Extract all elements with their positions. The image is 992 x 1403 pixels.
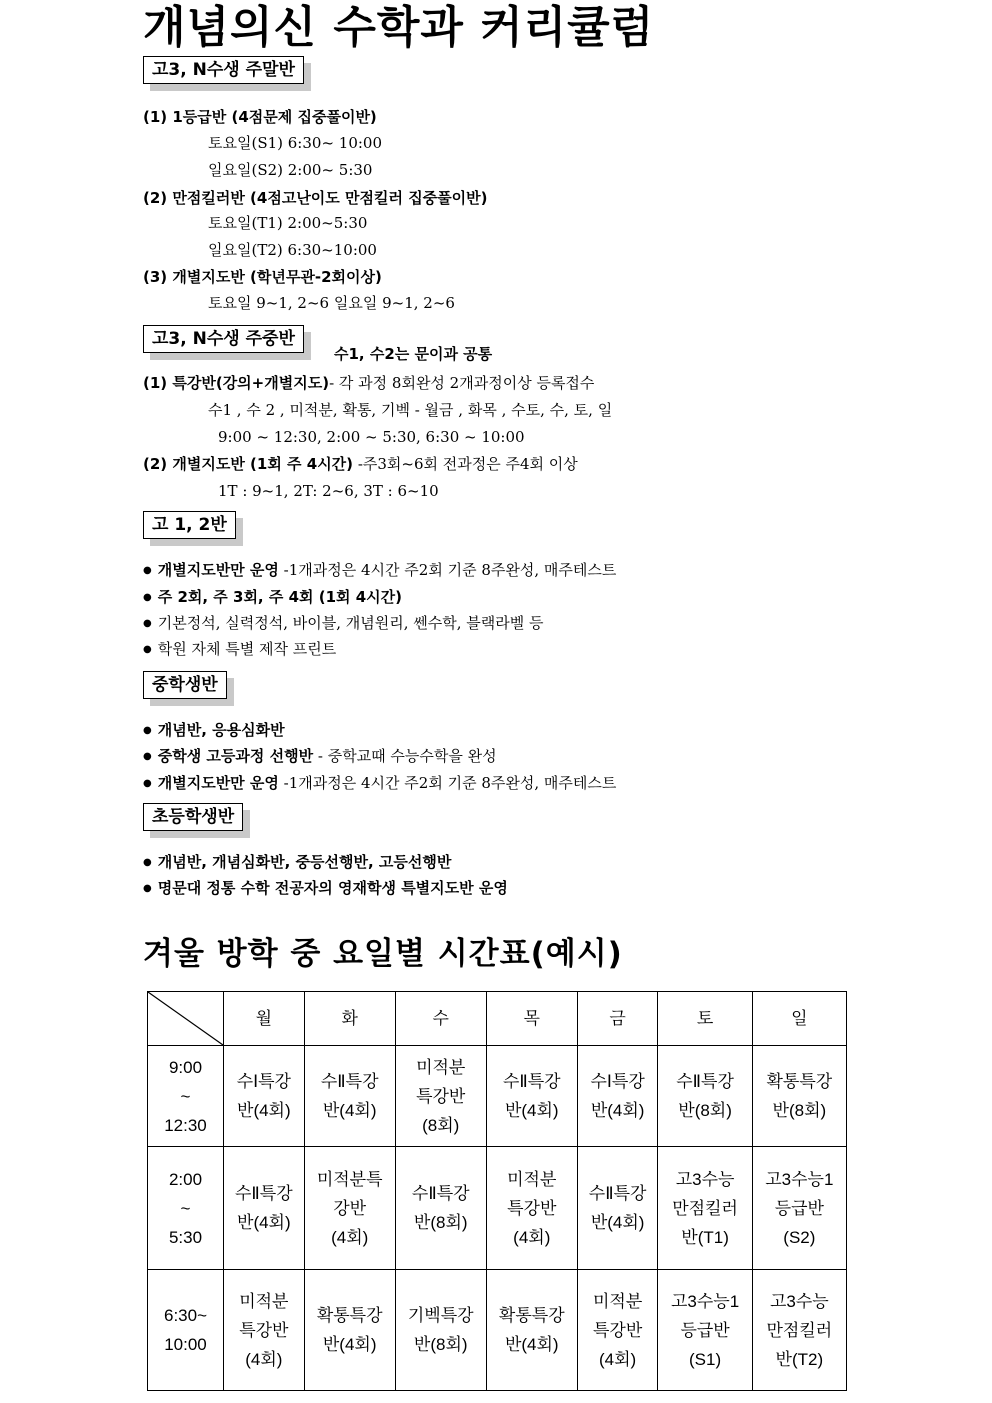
corner-cell <box>148 992 224 1046</box>
class-cell: 확통특강 반(8회) <box>752 1046 846 1147</box>
class-cell: 수Ⅱ특강 반(4회) <box>304 1046 395 1147</box>
schedule-title: 겨울 방학 중 요일별 시간표(예시) <box>143 936 623 972</box>
day-header: 월 <box>224 992 305 1046</box>
class-cell: 고3수능 만점킬러 반(T2) <box>752 1270 846 1391</box>
weekday-item: (2) 개별지도반 (1회 주 4시간) -주3회~6회 전과정은 주4회 이상 <box>143 455 578 473</box>
class-cell: 미적분특 강반 (4회) <box>304 1147 395 1270</box>
elementary-bullet: ● 개념반, 개념심화반, 중등선행반, 고등선행반 <box>143 852 451 875</box>
weekday-item: 1T : 9~1, 2T: 2~6, 3T : 6~10 <box>218 482 439 500</box>
weekday-note: 수1, 수2는 문이과 공통 <box>334 345 493 363</box>
class-cell: 미적분 특강반 (4회) <box>224 1270 305 1391</box>
day-header: 화 <box>304 992 395 1046</box>
class-cell: 미적분 특강반 (4회) <box>486 1147 577 1270</box>
weekend-item: (3) 개별지도반 (학년무관-2회이상) <box>143 268 382 286</box>
day-header: 수 <box>395 992 486 1046</box>
class-cell: 수Ⅱ특강 반(4회) <box>224 1147 305 1270</box>
day-header: 토 <box>658 992 752 1046</box>
diagonal-line <box>148 992 223 1045</box>
schedule-row <box>148 1046 847 1147</box>
class-cell: 수Ⅰ특강 반(4회) <box>224 1046 305 1147</box>
weekend-item: 토요일(T1) 2:00~5:30 <box>208 214 368 232</box>
class-cell: 고3수능 만점킬러 반(T1) <box>658 1147 752 1270</box>
time-cell: 6:30~ 10:00 <box>148 1270 224 1391</box>
class-cell: 수Ⅱ특강 반(8회) <box>658 1046 752 1147</box>
class-cell: 확통특강 반(4회) <box>304 1270 395 1391</box>
day-header: 목 <box>486 992 577 1046</box>
time-cell: 2:00 ~ 5:30 <box>148 1147 224 1270</box>
schedule-table <box>147 991 847 1391</box>
section-label-weekend: 고3, N수생 주말반 <box>143 56 304 84</box>
grade12-bullet: ● 학원 자체 특별 제작 프린트 <box>143 639 336 662</box>
weekend-item: (1) 1등급반 (4점문제 집중풀이반) <box>143 108 377 126</box>
middle-bullet: ● 개념반, 응용심화반 <box>143 720 285 743</box>
section-label-elementary: 초등학생반 <box>143 803 243 831</box>
weekday-item: (1) 특강반(강의+개별지도)- 각 과정 8회완성 2개과정이상 등록접수 <box>143 374 595 392</box>
middle-bullet: ● 개별지도반만 운영 -1개과정은 4시간 주2회 기준 8주완성, 매주테스트 <box>143 773 616 796</box>
class-cell: 수Ⅰ특강 반(4회) <box>577 1046 658 1147</box>
weekend-item: 토요일 9~1, 2~6 일요일 9~1, 2~6 <box>208 294 455 312</box>
weekday-item: 수1 , 수 2 , 미적분, 확통, 기벡 - 월금 , 화목 , 수토, 수, 토, 일 <box>208 401 613 419</box>
weekend-item: (2) 만점킬러반 (4점고난이도 만점킬러 집중풀이반) <box>143 189 488 207</box>
grade12-bullet: ● 기본정석, 실력정석, 바이블, 개념원리, 쎈수학, 블랙라벨 등 <box>143 613 543 636</box>
elementary-bullet: ● 명문대 정통 수학 전공자의 영재학생 특별지도반 운영 <box>143 878 508 901</box>
section-label-weekday: 고3, N수생 주중반 <box>143 325 304 353</box>
weekend-item: 일요일(T2) 6:30~10:00 <box>208 241 377 259</box>
class-cell: 수Ⅱ특강 반(8회) <box>395 1147 486 1270</box>
day-header: 일 <box>752 992 846 1046</box>
grade12-bullet: ● 개별지도반만 운영 -1개과정은 4시간 주2회 기준 8주완성, 매주테스트 <box>143 560 616 583</box>
class-cell: 미적분 특강반 (8회) <box>395 1046 486 1147</box>
page-title: 개념의신 수학과 커리큘럼 <box>143 2 655 53</box>
weekday-item: 9:00 ~ 12:30, 2:00 ~ 5:30, 6:30 ~ 10:00 <box>218 428 525 446</box>
weekend-item: 일요일(S2) 2:00~ 5:30 <box>208 161 373 179</box>
class-cell: 기벡특강 반(8회) <box>395 1270 486 1391</box>
weekend-item: 토요일(S1) 6:30~ 10:00 <box>208 134 383 152</box>
grade12-bullet: ● 주 2회, 주 3회, 주 4회 (1회 4시간) <box>143 587 402 610</box>
middle-bullet: ● 중학생 고등과정 선행반 - 중학교때 수능수학을 완성 <box>143 746 497 769</box>
section-label-grade12: 고 1, 2반 <box>143 511 236 539</box>
class-cell: 수Ⅱ특강 반(4회) <box>577 1147 658 1270</box>
time-cell: 9:00 ~ 12:30 <box>148 1046 224 1147</box>
schedule-row <box>148 1270 847 1391</box>
class-cell: 고3수능1 등급반 (S1) <box>658 1270 752 1391</box>
class-cell: 수Ⅱ특강 반(4회) <box>486 1046 577 1147</box>
class-cell: 미적분 특강반 (4회) <box>577 1270 658 1391</box>
class-cell: 고3수능1 등급반 (S2) <box>752 1147 846 1270</box>
schedule-header-row <box>148 992 847 1046</box>
class-cell: 확통특강 반(4회) <box>486 1270 577 1391</box>
day-header: 금 <box>577 992 658 1046</box>
section-label-middle: 중학생반 <box>143 671 227 699</box>
schedule-row <box>148 1147 847 1270</box>
